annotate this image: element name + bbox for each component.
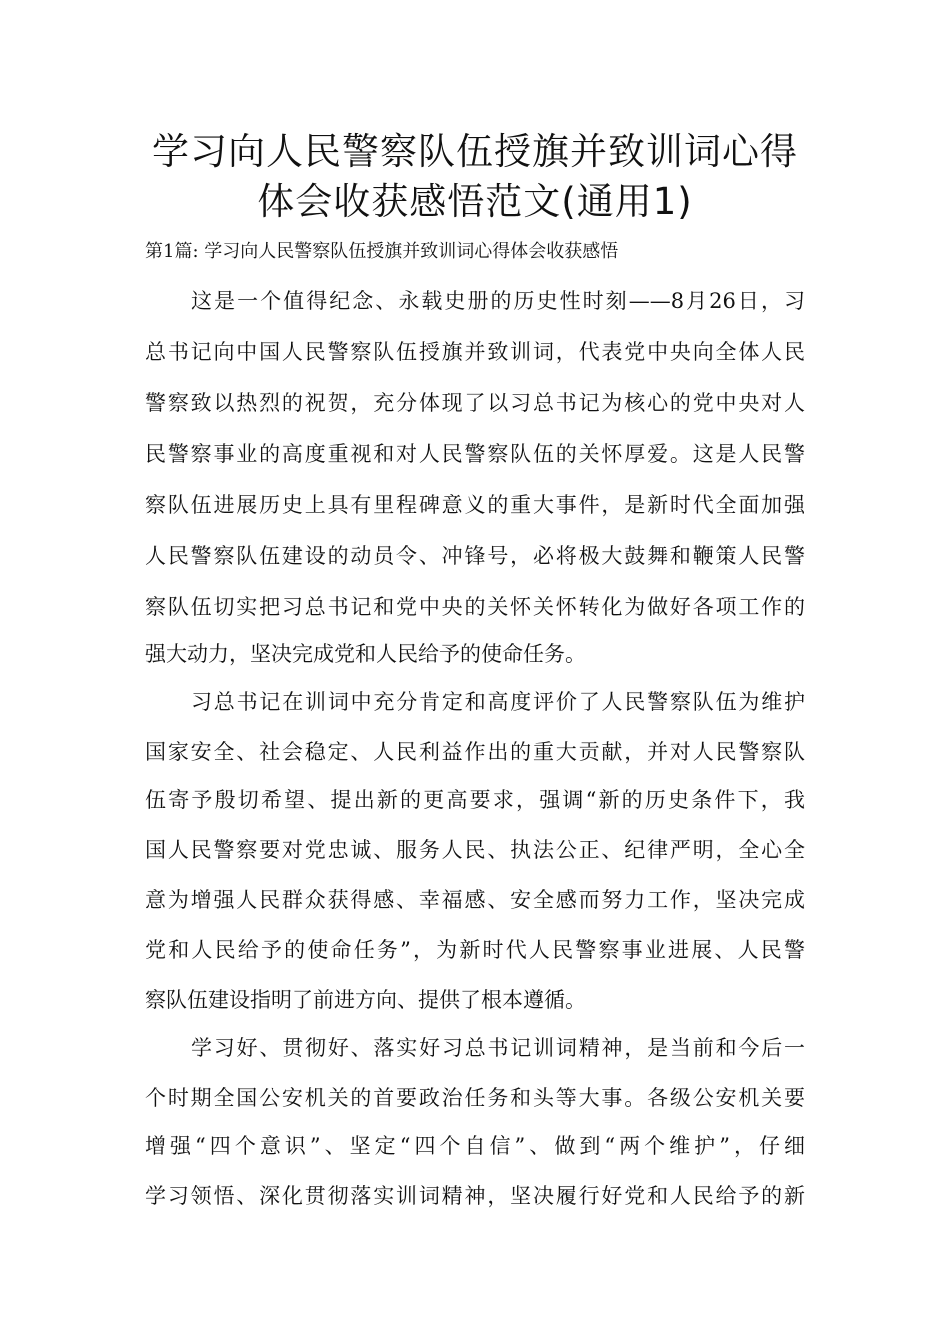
paragraph-line: 察队伍建设指明了前进方向、提供了根本遵循。 [145, 988, 586, 1012]
paragraph-line: 强大动力，坚决完成党和人民给予的使命任务。 [145, 642, 586, 666]
paragraph-line: 伍寄予殷切希望、提出新的更高要求，强调“新的历史条件下，我 [145, 788, 805, 812]
paragraph-line: 个时期全国公安机关的首要政治任务和头等大事。各级公安机关要 [145, 1086, 805, 1110]
paragraph-line: 民警察事业的高度重视和对人民警察队伍的关怀厚爱。这是人民警 [145, 442, 805, 466]
paragraph-line: 人民警察队伍建设的动员令、冲锋号，必将极大鼓舞和鞭策人民警 [145, 544, 805, 568]
paragraph-line: 这是一个值得纪念、永载史册的历史性时刻——8月26日，习 [191, 289, 805, 313]
paragraph-line: 察队伍进展历史上具有里程碑意义的重大事件，是新时代全面加强 [145, 493, 805, 517]
document-title-line-2: 体会收获感悟范文(通用1) [257, 180, 693, 223]
paragraph-line: 学习好、贯彻好、落实好习总书记训词精神，是当前和今后一 [191, 1036, 805, 1060]
paragraph-line: 察队伍切实把习总书记和党中央的关怀关怀转化为做好各项工作的 [145, 595, 805, 619]
paragraph-line: 习总书记在训词中充分肯定和高度评价了人民警察队伍为维护 [191, 690, 805, 714]
paragraph-line: 意为增强人民群众获得感、幸福感、安全感而努力工作，坚决完成 [145, 888, 805, 912]
paragraph-line: 国家安全、社会稳定、人民利益作出的重大贡献，并对人民警察队 [145, 740, 805, 764]
paragraph-line: 党和人民给予的使命任务”，为新时代人民警察事业进展、人民警 [145, 938, 805, 962]
paragraph-line: 增强“四个意识”、坚定“四个自信”、做到“两个维护”，仔细 [145, 1134, 805, 1158]
paragraph-line: 警察致以热烈的祝贺，充分体现了以习总书记为核心的党中央对人 [145, 391, 805, 415]
document-title-line-1: 学习向人民警察队伍授旗并致训词心得 [152, 130, 798, 173]
paragraph-line: 国人民警察要对党忠诚、服务人民、执法公正、纪律严明，全心全 [145, 838, 805, 862]
paragraph-line: 总书记向中国人民警察队伍授旗并致训词，代表党中央向全体人民 [145, 340, 805, 364]
paragraph-line: 学习领悟、深化贯彻落实训词精神，坚决履行好党和人民给予的新 [145, 1184, 805, 1208]
section-heading: 第1篇: 学习向人民警察队伍授旗并致训词心得体会收获感悟 [145, 241, 619, 262]
